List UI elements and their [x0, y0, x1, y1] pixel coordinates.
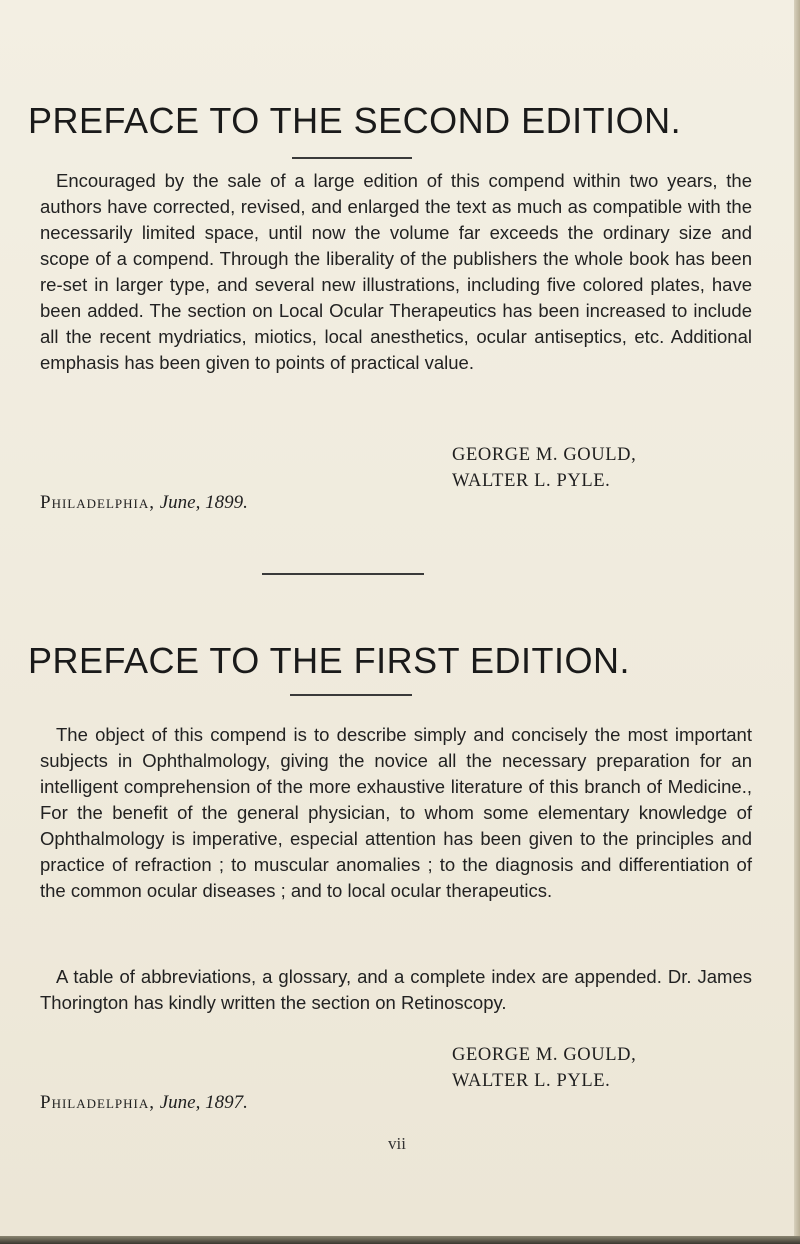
second-edition-title: PREFACE TO THE SECOND EDITION. — [28, 100, 682, 141]
signature-author-2: WALTER L. PYLE. — [452, 1071, 611, 1091]
section-divider — [262, 573, 424, 575]
preface-date: June, 1899. — [159, 492, 248, 513]
page-bottom-edge — [0, 1236, 800, 1244]
place-date-line — [40, 492, 248, 514]
second-edition-body: Encouraged by the sale of a large edition of this compend within two years, the authors have corrected, revised, and enlarged the text as much as compatible with the necessarily limited space, until now the volume far exceeds the ordinary size and scope of a compend. Through the liberality of the publishers the whole book has been re-set in larger type, and several new illustrations, including five colored plates, have been added. The section on Local Ocular Therapeutics has been increased to include all the recent mydriatics, miotics, local anesthetics, ocular antiseptics, etc. Additional emphasis has been given to points of practical value. — [40, 170, 752, 373]
place-name: Philadelphia, — [40, 492, 155, 513]
place-date-line — [40, 1092, 248, 1114]
page-edge-shadow — [794, 0, 800, 1244]
page-number: vii — [388, 1134, 406, 1153]
signature-author-1: GEORGE M. GOULD, — [452, 445, 637, 465]
signature-author-2: WALTER L. PYLE. — [452, 471, 611, 491]
preface-date: June, 1897. — [159, 1092, 248, 1113]
first-edition-title: PREFACE TO THE FIRST EDITION. — [28, 640, 630, 681]
first-edition-body-1: The object of this compend is to describe simply and concisely the most important subjects in Ophthalmology, giving the novice all the necessary preparation for an intelligent comprehension of the more exhaustive literature of this branch of Medicine., For the benefit of the general physician, to whom some elementary knowledge of Ophthalmology is imperative, especial attention has been given to the principles and practice of refraction ; to muscular anomalies ; to the diagnosis and differentiation of the common ocular diseases ; and to local ocular therapeutics. — [40, 724, 752, 901]
title-rule — [292, 157, 412, 159]
place-name: Philadelphia, — [40, 1092, 155, 1113]
signature-author-1: GEORGE M. GOULD, — [452, 1045, 637, 1065]
title-rule — [290, 694, 412, 696]
first-edition-body-2: A table of abbreviations, a glossary, and a complete index are appended. Dr. James Thorington has kindly written the section on Retinoscopy. — [40, 966, 752, 1013]
